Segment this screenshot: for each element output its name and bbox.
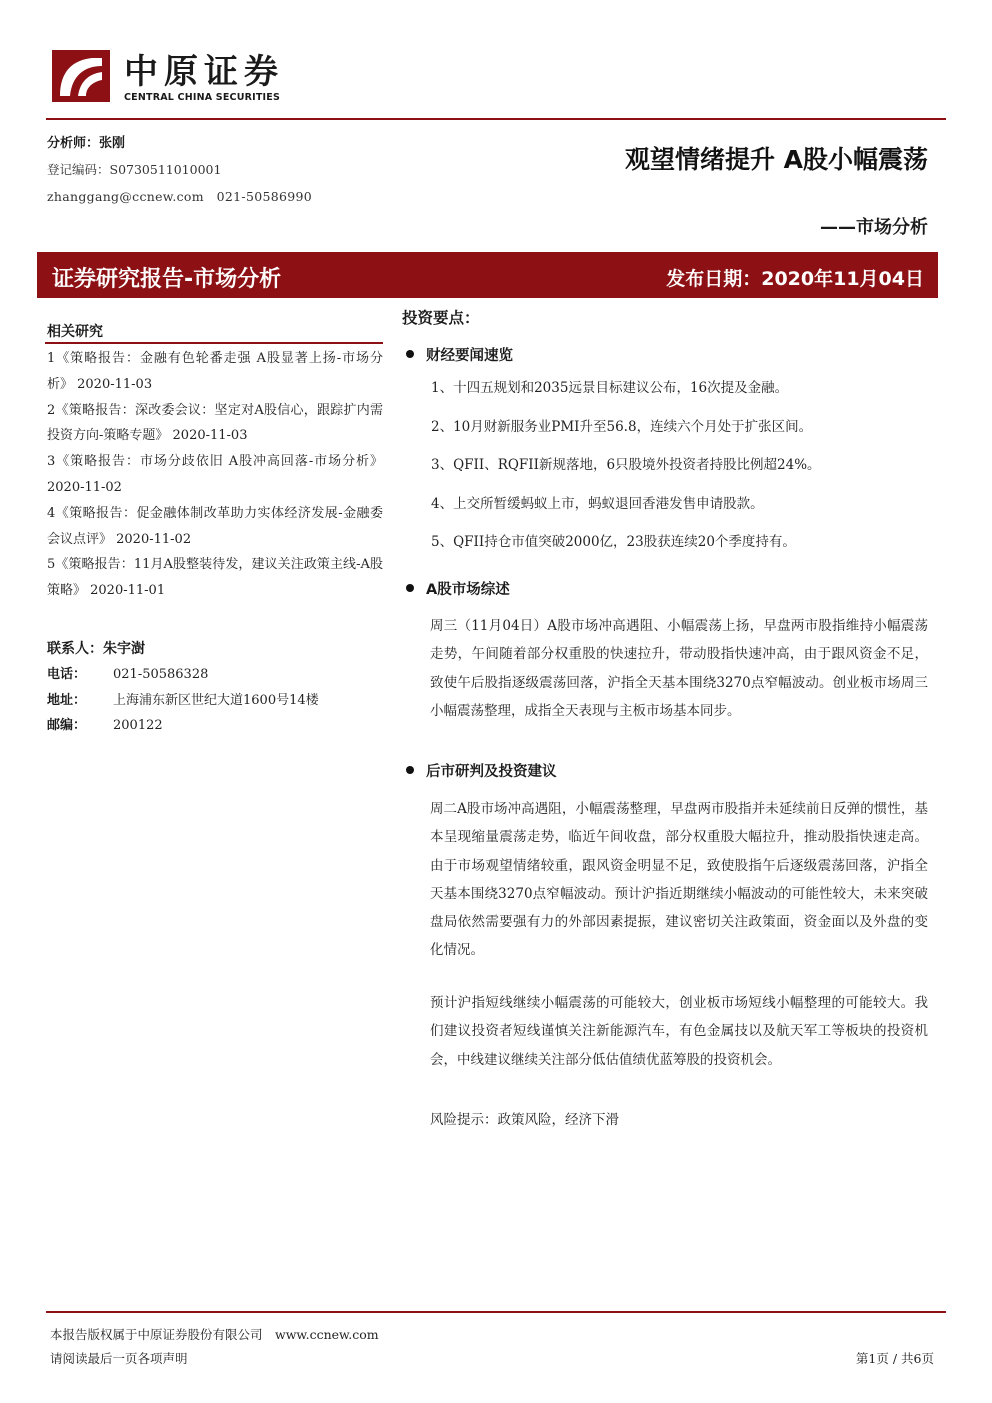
phone-label: 电话： xyxy=(47,667,87,682)
registration-code: 登记编码：S0730511010001 xyxy=(47,162,222,177)
news-item: 3、QFII、RQFII新规落地，6只股境外投资者持股比例超24%。 xyxy=(431,457,821,474)
contact-postcode-row xyxy=(47,713,387,739)
address-value: 上海浦东新区世纪大道1600号14楼 xyxy=(113,692,319,708)
postcode-label: 邮编： xyxy=(47,718,87,733)
phone-value: 021-50586328 xyxy=(113,667,209,682)
news-item: 4、上交所暂缓蚂蚁上市，蚂蚁退回香港发售申请股款。 xyxy=(431,495,764,512)
analyst-name: 分析师：张刚 xyxy=(47,136,126,151)
news-item: 1、十四五规划和2035远景目标建议公布，16次提及金融。 xyxy=(431,380,789,396)
section-outlook-title: 后市研判及投资建议 xyxy=(426,764,557,780)
related-research-list xyxy=(47,346,383,604)
contact-address-row xyxy=(47,688,387,714)
report-subtitle: ——市场分析 xyxy=(820,217,928,238)
related-research-item[interactable]: 3《策略报告：市场分歧依旧 A股冲高回落-市场分析》 2020-11-02 xyxy=(47,454,383,495)
header-rule xyxy=(46,118,946,120)
address-label: 地址： xyxy=(47,692,87,708)
report-title: 观望情绪提升 A股小幅震荡 xyxy=(624,145,928,174)
news-item: 2、10月财新服务业PMI升至56.8，连续六个月处于扩张区间。 xyxy=(431,418,813,435)
related-research-rule xyxy=(45,342,383,344)
related-research-item[interactable]: 2《策略报告：深改委会议：坚定对A股信心，跟踪扩内需投资方向-策略专题》 2020-11-03 xyxy=(47,402,383,444)
section-market-heading xyxy=(406,578,510,599)
footer-disclaimer: 请阅读最后一页各项声明 xyxy=(50,1351,188,1366)
key-points-title: 投资要点： xyxy=(402,309,480,327)
company-logo-english: CENTRAL CHINA SECURITIES xyxy=(124,92,281,103)
section-news-heading xyxy=(406,344,513,365)
risk-warning: 风险提示：政策风险，经济下滑 xyxy=(430,1112,619,1128)
related-research-title: 相关研究 xyxy=(47,324,103,340)
outlook-text-2: 预计沪指短线继续小幅震荡的可能较大，创业板市场短线小幅整理的可能较大。我们建议投资者短线谨慎关注新能源汽车，有色金属技以及航天军工等板块的投资机会，中线建议继续关注部分低估值绩优蓝筹股的投资机会。 xyxy=(430,995,928,1068)
outlook-text-1: 周二A股市场冲高遇阻，小幅震荡整理，早盘两市股指并未延续前日反弹的惯性，基本呈现缩量震荡走势，临近午间收盘，部分权重股大幅拉升，推动股指快速走高。由于市场观望情绪较重，跟风资金明显不足，致使股指午后逐级震荡回落，沪指全天基本围绕3270点窄幅波动。预计沪指近期继续小幅波动的可能性较大，未来突破盘局依然需要强有力的外部因素提振，建议密切关注政策面，资金面以及外盘的变化情况。 xyxy=(430,801,928,959)
analyst-contact: zhanggang@ccnew.com 021-50586990 xyxy=(47,189,312,204)
contact-block xyxy=(47,637,387,739)
company-logo-mark xyxy=(52,50,110,102)
section-outlook-heading xyxy=(406,760,557,781)
news-item: 5、QFII持仓市值突破2000亿，23股获连续20个季度持有。 xyxy=(431,534,796,551)
company-logo-chinese: 中原证券 xyxy=(124,52,284,92)
bullet-icon xyxy=(406,584,414,592)
contact-person: 联系人：朱宇澍 xyxy=(47,641,145,657)
contact-phone-row xyxy=(47,662,387,688)
page-number: 第1页 / 共6页 xyxy=(855,1351,934,1366)
news-list xyxy=(431,379,936,572)
market-summary-text: 周三（11月04日）A股市场冲高遇阻、小幅震荡上扬，早盘两市股指维持小幅震荡走势，午间随着部分权重股的快速拉升，带动股指快速冲高，由于跟风资金不足，致使午后股指逐级震荡回落，沪指全天基本围绕3270点窄幅波动。创业板市场周三小幅震荡整理，成指全天表现与主板市场基本同步。 xyxy=(430,618,928,719)
section-news-title: 财经要闻速览 xyxy=(426,348,513,364)
bullet-icon xyxy=(406,350,414,358)
report-category: 证券研究报告-市场分析 xyxy=(52,267,282,292)
related-research-item[interactable]: 4《策略报告：促金融体制改革助力实体经济发展-金融委会议点评》 2020-11-02 xyxy=(47,505,383,547)
footer-copyright: 本报告版权属于中原证券股份有限公司 www.ccnew.com xyxy=(50,1327,379,1342)
postcode-value: 200122 xyxy=(113,718,163,733)
related-research-item[interactable]: 1《策略报告：金融有色轮番走强 A股显著上扬-市场分析》 2020-11-03 xyxy=(47,351,383,392)
section-market-title: A股市场综述 xyxy=(426,582,510,598)
bullet-icon xyxy=(406,766,414,774)
publish-date: 发布日期：2020年11月04日 xyxy=(666,268,924,290)
related-research-item[interactable]: 5《策略报告：11月A股整装待发，建议关注政策主线-A股策略》 2020-11-01 xyxy=(47,557,383,599)
footer-rule xyxy=(46,1311,946,1313)
